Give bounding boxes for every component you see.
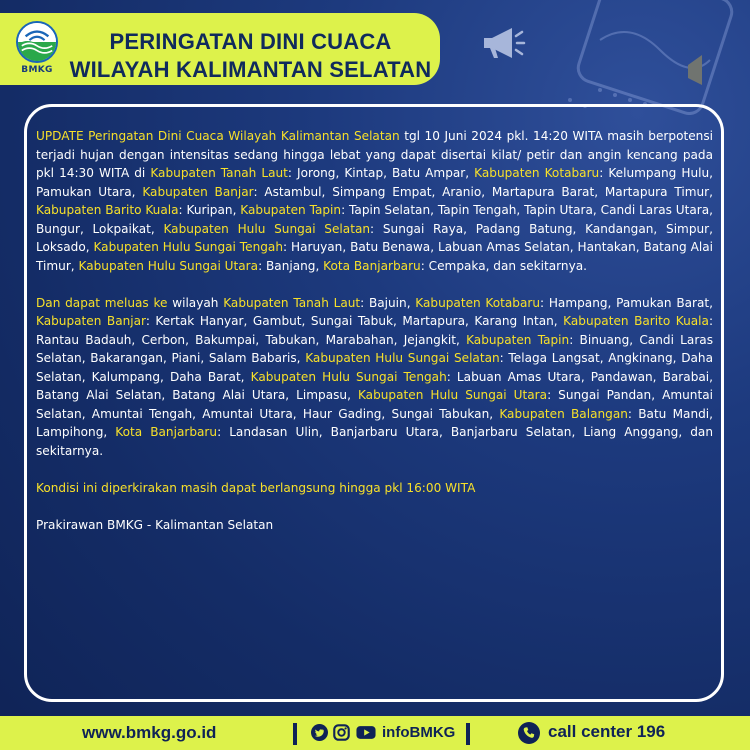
highlighted-text: Kabupaten Banjar — [142, 184, 254, 199]
body-text: : Sungai Raya, Padang Batung, Kandangan, Simpur, Loksado, — [36, 221, 713, 254]
megaphone-icon — [478, 26, 526, 60]
social-handle[interactable]: infoBMKG — [382, 724, 456, 741]
website-link[interactable]: www.bmkg.go.id — [82, 723, 217, 742]
highlighted-text: Kabupaten Hulu Sungai Selatan — [163, 221, 371, 236]
body-text: tgl 10 Juni 2024 pkl. 14:20 WITA masih berpotensi terjadi hujan dengan intensitas sedang hingga lebat yang dapat disertai kilat/ petir dan angin kencang pada pkl 14:30 WITA di — [36, 129, 713, 180]
highlighted-text: Kabupaten Tapin — [466, 332, 570, 347]
footer-divider — [466, 723, 470, 745]
body-text: : Astambul, Simpang Empat, Aranio, Martapura Barat, Martapura Timur, — [253, 184, 713, 199]
instagram-icon[interactable] — [333, 724, 350, 741]
body-text: Prakirawan BMKG - Kalimantan Selatan — [36, 517, 274, 532]
footer-divider — [293, 723, 297, 745]
logo-emblem-icon — [16, 21, 58, 63]
body-text: : Rantau Badauh, Cerbon, Bakumpai, Tabukan, Marabahan, Jejangkit, — [36, 314, 714, 347]
body-text: : Hampang, Pamukan Barat, — [540, 295, 713, 310]
body-text: : Sungai Pandan, Amuntai Selatan, Amuntai Tengah, Amuntai Utara, Haur Gading, Sungai Tabukan, — [36, 388, 713, 421]
youtube-icon[interactable] — [356, 724, 376, 741]
body-text: : Telaga Langsat, Angkinang, Daha Selatan, Kalumpang, Daha Barat, — [36, 351, 713, 384]
highlighted-text: Kabupaten Tapin — [240, 203, 342, 217]
body-text: : Kertak Hanyar, Gambut, Sungai Tabuk, Martapura, Karang Intan, — [145, 314, 564, 328]
highlighted-text: Kabupaten Hulu Sungai Utara — [78, 258, 259, 273]
body-text: : Kuripan, — [178, 203, 241, 217]
bmkg-logo — [12, 21, 62, 79]
highlighted-text: Kabupaten Kotabaru — [474, 166, 600, 180]
body-text: : Labuan Amas Utara, Pandawan, Barabai, Batang Alai Selatan, Batang Alai Utara, Limpasu, — [36, 369, 713, 402]
logo-text: BMKG — [21, 65, 53, 75]
title-line-1: PERINGATAN DINI CUACA — [109, 29, 392, 54]
highlighted-text: Kabupaten Tanah Laut — [150, 166, 288, 180]
highlighted-text: Kabupaten Balangan — [499, 406, 628, 421]
highlighted-text: Kabupaten Barito Kuala — [36, 203, 179, 217]
highlighted-text: Kabupaten Hulu Sungai Tengah — [250, 369, 447, 384]
body-text: : Tapin Selatan, Tapin Tengah, Tapin Utara, Candi Laras Utara, Bungur, Lokpaikat, — [36, 203, 714, 236]
highlighted-text: Kabupaten Hulu Sungai Tengah — [93, 240, 283, 254]
call-center-text[interactable]: call center 196 — [548, 722, 666, 741]
body-text: wilayah — [167, 295, 224, 310]
warning-paragraph — [36, 479, 713, 498]
body-text: : Cempaka, dan sekitarnya. — [420, 258, 587, 273]
header-banner — [0, 13, 440, 85]
body-text: : Banjang, — [258, 258, 324, 273]
footer-bar — [0, 716, 750, 750]
body-text: : Jorong, Kintap, Batu Ampar, — [287, 166, 475, 180]
highlighted-text: Kabupaten Tanah Laut — [223, 295, 361, 310]
body-text: : Kelumpang Hulu, Pamukan Utara, — [36, 166, 714, 199]
body-text: : Landasan Ulin, Banjarbaru Utara, Banjarbaru Selatan, Liang Anggang, dan sekitarnya. — [36, 425, 713, 458]
highlighted-text: Dan dapat meluas ke — [36, 295, 168, 310]
highlighted-text: Kabupaten Hulu Sungai Utara — [357, 388, 548, 402]
warning-paragraph — [36, 294, 713, 461]
highlighted-text: Kota Banjarbaru — [115, 425, 218, 439]
highlighted-text: Kota Banjarbaru — [323, 258, 421, 273]
twitter-icon[interactable] — [311, 724, 328, 741]
highlighted-text: UPDATE Peringatan Dini Cuaca Wilayah Kalimantan Selatan — [36, 129, 400, 143]
warning-paragraph — [36, 516, 713, 535]
phone-icon — [518, 722, 540, 744]
body-text: : Haruyan, Batu Benawa, Labuan Amas Selatan, Hantakan, Batang Alai Timur, — [36, 240, 713, 273]
body-text: : Binuang, Candi Laras Selatan, Bakarangan, Piani, Salam Babaris, — [36, 332, 714, 365]
body-text: : Bajuin, — [360, 295, 416, 310]
body-text: : Batu Mandi, Lampihong, — [36, 406, 713, 439]
warning-paragraph — [36, 127, 713, 275]
highlighted-text: Kabupaten Banjar — [36, 314, 146, 328]
highlighted-text: Kondisi ini diperkirakan masih dapat berlangsung hingga pkl 16:00 WITA — [36, 480, 476, 495]
highlighted-text: Kabupaten Barito Kuala — [563, 314, 709, 328]
warning-text — [36, 127, 713, 553]
highlighted-text: Kabupaten Hulu Sungai Selatan — [305, 351, 500, 365]
title-line-2: WILAYAH KALIMANTAN SELATAN — [69, 57, 432, 82]
highlighted-text: Kabupaten Kotabaru — [415, 295, 541, 310]
